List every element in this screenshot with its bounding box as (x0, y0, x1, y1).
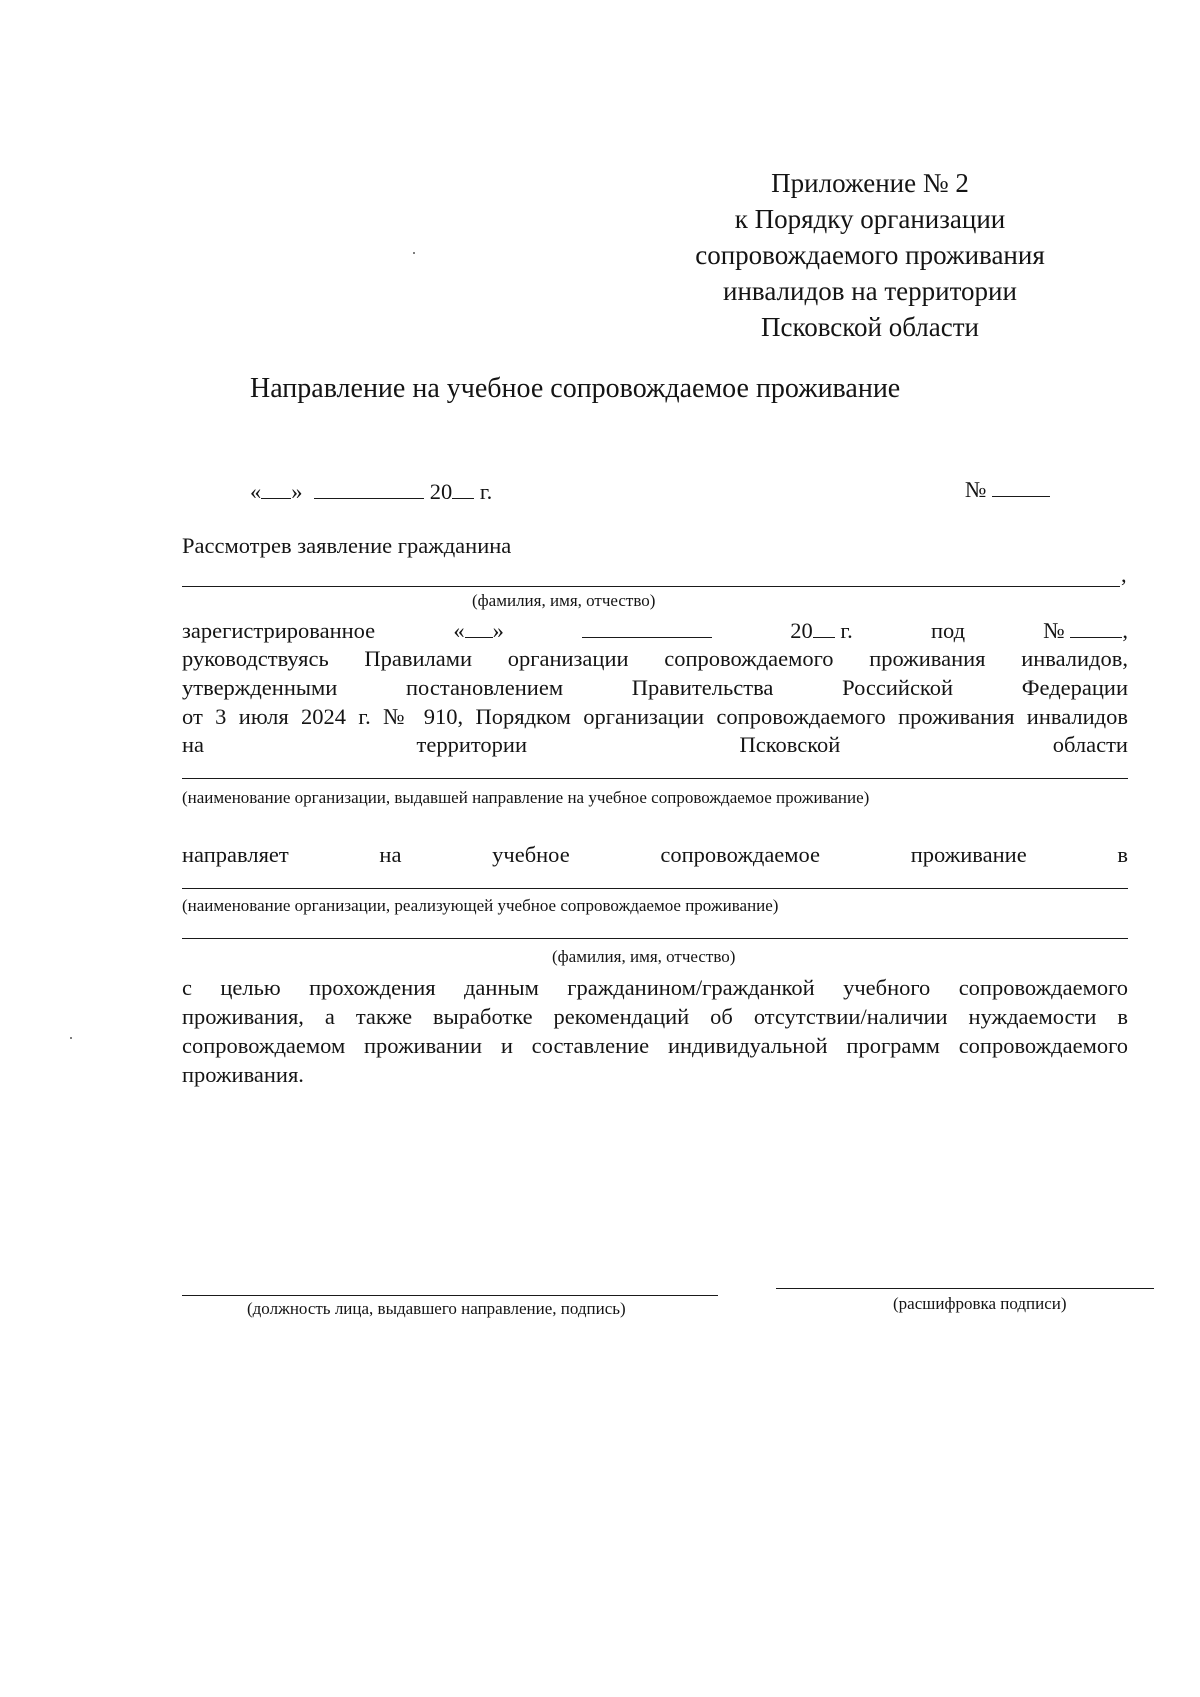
signature-decoding-caption: (расшифровка подписи) (893, 1294, 1067, 1313)
word: направляет (182, 842, 289, 867)
fio-caption: (фамилия, имя, отчество) (472, 591, 656, 610)
number-field (965, 476, 1050, 503)
date-close-quote: » (291, 479, 303, 504)
number-blank[interactable] (992, 476, 1050, 497)
registered-year: 20 г. (790, 618, 853, 643)
document-title: Направление на учебное сопровождаемое проживание (250, 373, 901, 404)
issuing-org-line[interactable] (182, 778, 1128, 779)
registered-number-blank[interactable] (1070, 617, 1122, 638)
purpose-line: сопровождаемом проживании и составление индивидуальной программ сопровождаемого (182, 1033, 1128, 1058)
word: в (1117, 842, 1128, 867)
date-line (250, 478, 492, 505)
guided-paragraph (182, 644, 1128, 731)
appendix-line: сопровождаемого проживания (695, 240, 1045, 270)
guided-line: от 3 июля 2024 г. № 910, Порядком организации сопровождаемого проживания инвалидов (182, 704, 1128, 729)
registered-word: зарегистрированное (182, 618, 376, 643)
position-signature-caption: (должность лица, выдавшего направление, подпись) (247, 1299, 626, 1318)
registered-day-blank[interactable] (465, 617, 493, 638)
word: учебное (492, 842, 570, 867)
registered-year-blank[interactable] (813, 617, 835, 638)
word: Псковской (739, 732, 841, 757)
scan-speck (413, 252, 415, 254)
implementing-org-line[interactable] (182, 888, 1128, 889)
issuing-org-caption: (наименование организации, выдавшей направление на учебное сопровождаемое проживание) (182, 788, 870, 807)
registered-number: № , (1043, 618, 1128, 643)
reviewed-intro: Рассмотрев заявление гражданина (182, 533, 512, 558)
purpose-line: проживания. (182, 1062, 304, 1087)
guided-line: утвержденными постановлением Правительства Российской Федерации (182, 675, 1128, 700)
word: на (379, 842, 402, 867)
word: на (182, 732, 205, 757)
registered-under: под (930, 618, 966, 643)
directs-line (182, 842, 1128, 868)
word: проживание (910, 842, 1027, 867)
word: области (1052, 732, 1128, 757)
word: территории (416, 732, 527, 757)
purpose-line: с целью прохождения данным гражданином/гражданкой учебного сопровождаемого (182, 975, 1128, 1000)
position-signature-line[interactable] (182, 1295, 718, 1296)
number-label: № (965, 477, 987, 502)
appendix-header (610, 165, 1130, 345)
signature-decoding-line[interactable] (776, 1288, 1154, 1289)
word: сопровождаемое (660, 842, 821, 867)
territory-line (182, 732, 1128, 758)
purpose-paragraph (182, 973, 1128, 1089)
scan-speck (70, 1037, 72, 1039)
registered-line (182, 617, 1128, 644)
month-blank[interactable] (314, 478, 424, 499)
comma: , (1121, 562, 1127, 587)
year-suffix: г. (479, 479, 493, 504)
day-blank[interactable] (261, 478, 291, 499)
appendix-line: Псковской области (760, 312, 979, 342)
appendix-line: Приложение № 2 (771, 168, 969, 198)
date-open-quote: « (250, 479, 262, 504)
registered-month-blank[interactable] (582, 617, 712, 638)
guided-line: руководствуясь Правилами организации сопровождаемого проживания инвалидов, (182, 646, 1128, 671)
appendix-line: инвалидов на территории (723, 276, 1017, 306)
year-prefix: 20 (429, 479, 453, 504)
appendix-line: к Порядку организации (734, 204, 1006, 234)
citizen-name-line[interactable] (182, 938, 1128, 939)
fio-caption: (фамилия, имя, отчество) (552, 947, 736, 966)
implementing-org-caption: (наименование организации, реализующей учебное сопровождаемое проживание) (182, 896, 779, 915)
registered-day: « » (453, 618, 504, 643)
year-blank[interactable] (452, 478, 474, 499)
applicant-name-line[interactable] (182, 586, 1120, 587)
purpose-line: проживания, а также выработке рекомендаций об отсутствии/наличии нуждаемости в (182, 1004, 1128, 1029)
